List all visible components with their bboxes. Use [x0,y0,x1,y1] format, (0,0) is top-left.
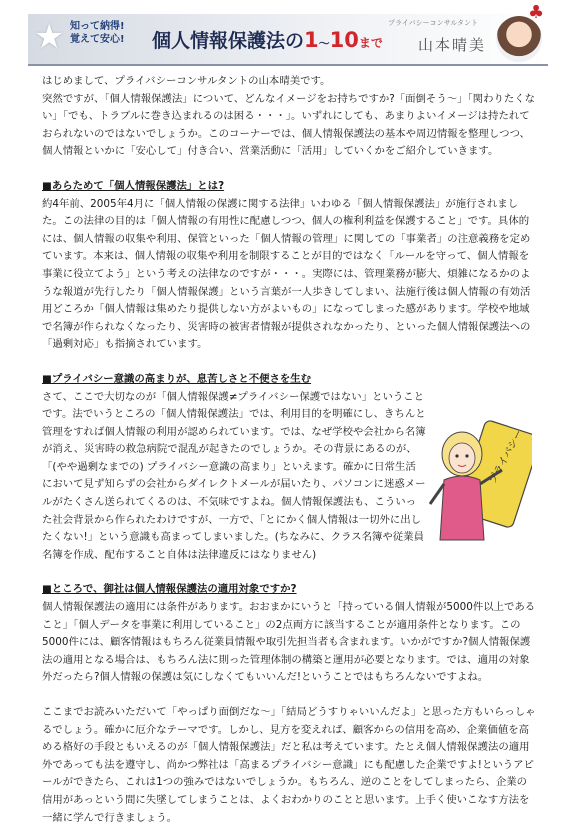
section-paragraph-1: 約4年前、2005年4月に「個人情報の保護に関する法律」いわゆる「個人情報保護法」が施行されました。この法律の目的は「個人情報の有用性に配慮しつつ、個人の権利利益を保護すること」です。具体的には、個人情報の収集や利用、保管といった「個人情報の管理」に関しての「事業者」の注意義務を定めています。本来は、個人情報の収集や利用を制限することが目的ではなく「ルールを守って、個人情報を事業に役立てよう」という考えの法律なのですが・・・。実際には、管理業務が膨大、煩雑になるかのような報道が先行したり「個人情報保護」という言葉が一人歩きしてしまい、法施行後は個人情報の有効活用どころか「個人情報は集めたり提供しない方がよいもの」になってしまった感があります。学校や地域で名簿が作られなくなったり、災害時の被害者情報が提供されなかったり、といった個人情報保護法への「過剰対応」も指摘されています。 [42,197,531,351]
section-heading-2: ■プライバシー意識の高まりが、息苦しさと不便さを生む [42,372,312,385]
ribbon-icon: ♣ [528,2,545,23]
banner-tagline [70,20,125,46]
star-icon: ★ [34,17,65,57]
author-name: 山本晴美 [418,36,487,54]
title-range-start: 1 [304,28,319,52]
banner-title [152,26,383,53]
section-heading-3: ■ところで、御社は個人情報保護法の適用対象ですか? [42,583,297,596]
section-paragraph-3: 個人情報保護法の適用には条件があります。おおまかにいうと「持っている個人情報が5000件以上であること」「個人データを事業に利用していること」の2点両方に該当することが適用条件となります。この5000件には、顧客情報はもちろん従業員情報や取引先担当者も含まれます。いかがですか?個人情報保護法の適用となる場合は、もちろん法に則った管理体制の構築と運用が必要となります。では、適用の対象外だったら?個人情報の保護は気にしなくてもいいんだ!ということではもちろんないですよね。 [42,601,536,684]
intro-greeting: はじめまして、プライバシーコンサルタントの山本晴美です。 [42,75,331,87]
tagline-line-1: 知って納得! [70,21,125,32]
title-suffix: まで [358,36,383,50]
section-heading-1: ■あらためて「個人情報保護法」とは? [42,179,225,192]
sign-text: プライバシー [487,428,526,486]
tagline-line-2: 覚えて安心! [70,34,125,45]
title-range-end: 10 [329,28,359,52]
closing-paragraph: ここまでお読みいただいて「やっぱり面倒だな〜」「結局どうすりゃいいんだよ」と思った方もいらっしゃるでしょう。確かに厄介なテーマです。しかし、見方を変えれば、顧客からの信用を高め、企業価値を高める格好の手段ともいえるのが「個人情報保護法」だと私は考えています。たとえ個人情報保護法の適用外であっても法を遵守し、尚かつ弊社は「高まるプライバシー意識」にも配慮した企業ですよ!というアピールができたら、これは1つの強みではないでしょうか。もちろん、逆のことをしてしまったら、企業の信用があっという間に失墜してしまうことは、よくおわかりのことと思います。上手く使いこなす方法を一緒に学んで行きましょう。 [42,706,536,824]
header-banner [28,14,548,66]
author-role: プライバシーコンサルタント [388,19,479,27]
intro-paragraph: 突然ですが、「個人情報保護法」について、どんなイメージをお持ちですか?「面倒そう〜」「関わりたくない」「でも、トラブルに巻き込まれるのは困る・・・」。いずれにしても、あまりよいイメージは持たれておられないのではないでしょうか。このコーナーでは、個人情報保護法の基本や周辺情報を整理しつつ、個人情報といかに「安心して」付き合い、営業活動に「活用」していくかをご紹介していきます。 [42,92,536,158]
title-range-separator: 〜 [318,37,330,50]
section-paragraph-2: さて、ここで大切なのが「個人情報保護≠プライバシー保護ではない」ということです。法でいうところの「個人情報保護法」では、利用目的を明確にし、きちんと管理をすれば個人情報の利用が認められています。では、なぜ学校や会社から名簿が消え、災害時の救急病院で混乱が起きたのでしょうか。その背景にあるのが、「(やや過剰なまでの) プライバシー意識の高まり」といえます。確かに日常生活において見ず知らずの会社からダイレクトメールが届いたり、パソコンに迷惑メールがたくさん送られてくるのは、不気味ですよね。個人情報保護法も、こういった社会背景から作られたわけですが、一方で、「とにかく個人情報は一切外に出したくない!」という意識も高まってしまいました。(ちなみに、クラス名簿や従業員名簿を作成、配布すること自体は法律違反にはなりません) [42,390,426,561]
title-text: 個人情報保護法の [152,30,305,52]
illustration-woman-with-sign [424,420,532,550]
